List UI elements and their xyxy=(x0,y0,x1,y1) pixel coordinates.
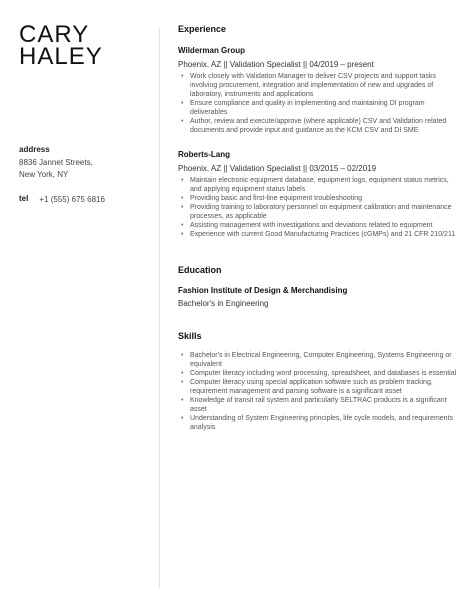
skill-item: • Bachelor's in Electrical Engineering, Computer Engineering, Systems Engineering or equivalent xyxy=(190,351,460,369)
experience-heading: Experience xyxy=(178,24,227,34)
candidate-name xyxy=(19,21,149,70)
job-bullets xyxy=(178,176,460,239)
skill-item: • Computer literacy using special application software such as problem tracking, requirement management and parsing software is a significant asset xyxy=(190,378,460,396)
job-meta: Phoenix, AZ || Validation Specialist || 04/2019 – present xyxy=(178,60,374,69)
tel-label: tel xyxy=(19,194,29,203)
right-column xyxy=(178,24,460,432)
skill-item: • Understanding of System Engineering principles, life cycle models, and requirements analysis xyxy=(190,414,460,432)
job-bullet: • Author, review and execute/approve (where applicable) CSV and Validation related documents and provide input and guidance as the KCM CSV and DI SME xyxy=(190,117,460,135)
skill-item: • Computer literacy including word processing, spreadsheet, and databases is essential xyxy=(190,369,460,378)
job-bullet: • Maintain electronic equipment database, equipment logs, equipment status metrics, and applying equipment status labels xyxy=(190,176,460,194)
job-bullet: • Experience with current Good Manufacturing Practices (cGMPs) and 21 CFR 210/211 xyxy=(190,230,460,239)
last-name: HALEY xyxy=(19,43,103,70)
skills-heading: Skills xyxy=(178,331,202,341)
column-divider xyxy=(159,28,160,588)
degree: Bachelor's in Engineering xyxy=(178,299,269,308)
first-name: CARY xyxy=(19,21,90,48)
job-company: Roberts-Lang xyxy=(178,150,230,159)
education-entry xyxy=(178,285,460,309)
job-bullet: • Providing basic and first-line equipment troubleshooting xyxy=(190,194,460,203)
job-bullet: • Work closely with Validation Manager to deliver CSV projects and support tasks involving procurement, integration and implementation of new and upgrades of laboratory, instruments and applications xyxy=(190,72,460,99)
school-name: Fashion Institute of Design & Merchandising xyxy=(178,286,348,295)
address-line-2: New York, NY xyxy=(19,170,69,179)
job-entry xyxy=(178,149,460,239)
job-bullet: • Ensure compliance and quality in implementing and maintaining DI program deliverables xyxy=(190,99,460,117)
job-company: Wilderman Group xyxy=(178,46,246,55)
job-bullet: • Providing training to laboratory personnel on equipment calibration and maintenance processes, as applicable xyxy=(190,203,460,221)
left-column xyxy=(19,21,149,70)
tel-block xyxy=(19,194,105,206)
address-label: address xyxy=(19,145,50,154)
skill-item: • Knowledge of transit rail system and particularly SELTRAC products is a significant asset xyxy=(190,396,460,414)
education-heading: Education xyxy=(178,265,222,275)
address-block xyxy=(19,145,93,181)
job-bullets xyxy=(178,72,460,135)
job-entry xyxy=(178,45,460,135)
job-meta: Phoenix, AZ || Validation Specialist || 03/2015 – 02/2019 xyxy=(178,164,377,173)
address-line-1: 8836 Jannet Streets, xyxy=(19,158,93,167)
skills-list xyxy=(178,351,460,432)
job-bullet: • Assisting management with investigations and deviations related to equipment xyxy=(190,221,460,230)
tel-value: +1 (555) 675 6816 xyxy=(39,195,105,204)
